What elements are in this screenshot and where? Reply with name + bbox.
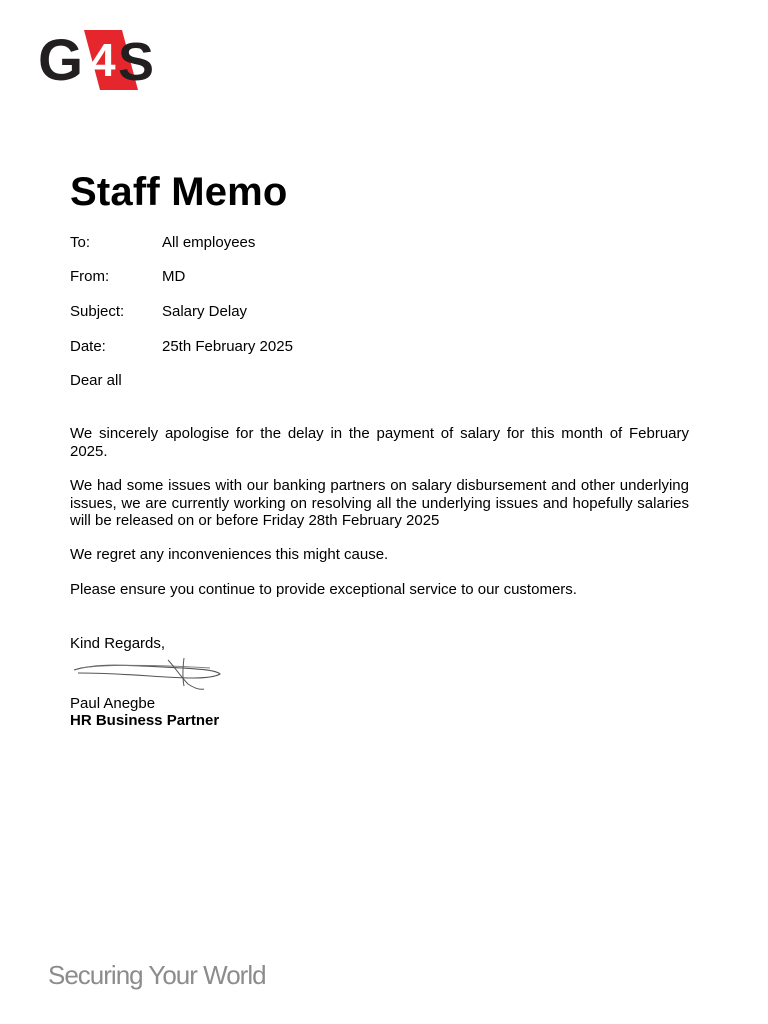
g4s-logo (38, 28, 160, 92)
signer-name: Paul Anegbe (70, 695, 156, 712)
subject-label: Subject: (70, 303, 125, 320)
signature-image (70, 656, 230, 694)
to-label: To: (70, 234, 91, 251)
greeting: Dear all (70, 372, 122, 389)
subject-value: Salary Delay (162, 303, 248, 320)
paragraph-apology: We sincerely apologise for the delay in the payment of salary for this month of February 2025. (70, 425, 689, 460)
closing: Kind Regards, (70, 635, 166, 652)
date-value: 25th February 2025 (162, 338, 293, 355)
to-value: All employees (162, 234, 256, 251)
memo-title: Staff Memo (70, 170, 288, 214)
svg-text:4: 4 (90, 34, 116, 86)
from-label: From: (70, 268, 110, 285)
paragraph-explanation: We had some issues with our banking partners on salary disbursement and other underlying issues, we are currently working on resolving all the underlying issues and hopefully salaries will be released on or before Friday 28th February 2025 (70, 477, 689, 529)
paragraph-service: Please ensure you continue to provide exceptional service to our customers. (70, 581, 577, 598)
svg-text:G: G (38, 28, 84, 92)
signer-title: HR Business Partner (70, 712, 220, 729)
paragraph-regret: We regret any inconveniences this might cause. (70, 546, 389, 563)
from-value: MD (162, 268, 186, 285)
date-label: Date: (70, 338, 106, 355)
footer-tagline: Securing Your World (48, 960, 266, 990)
svg-text:S: S (118, 32, 155, 92)
